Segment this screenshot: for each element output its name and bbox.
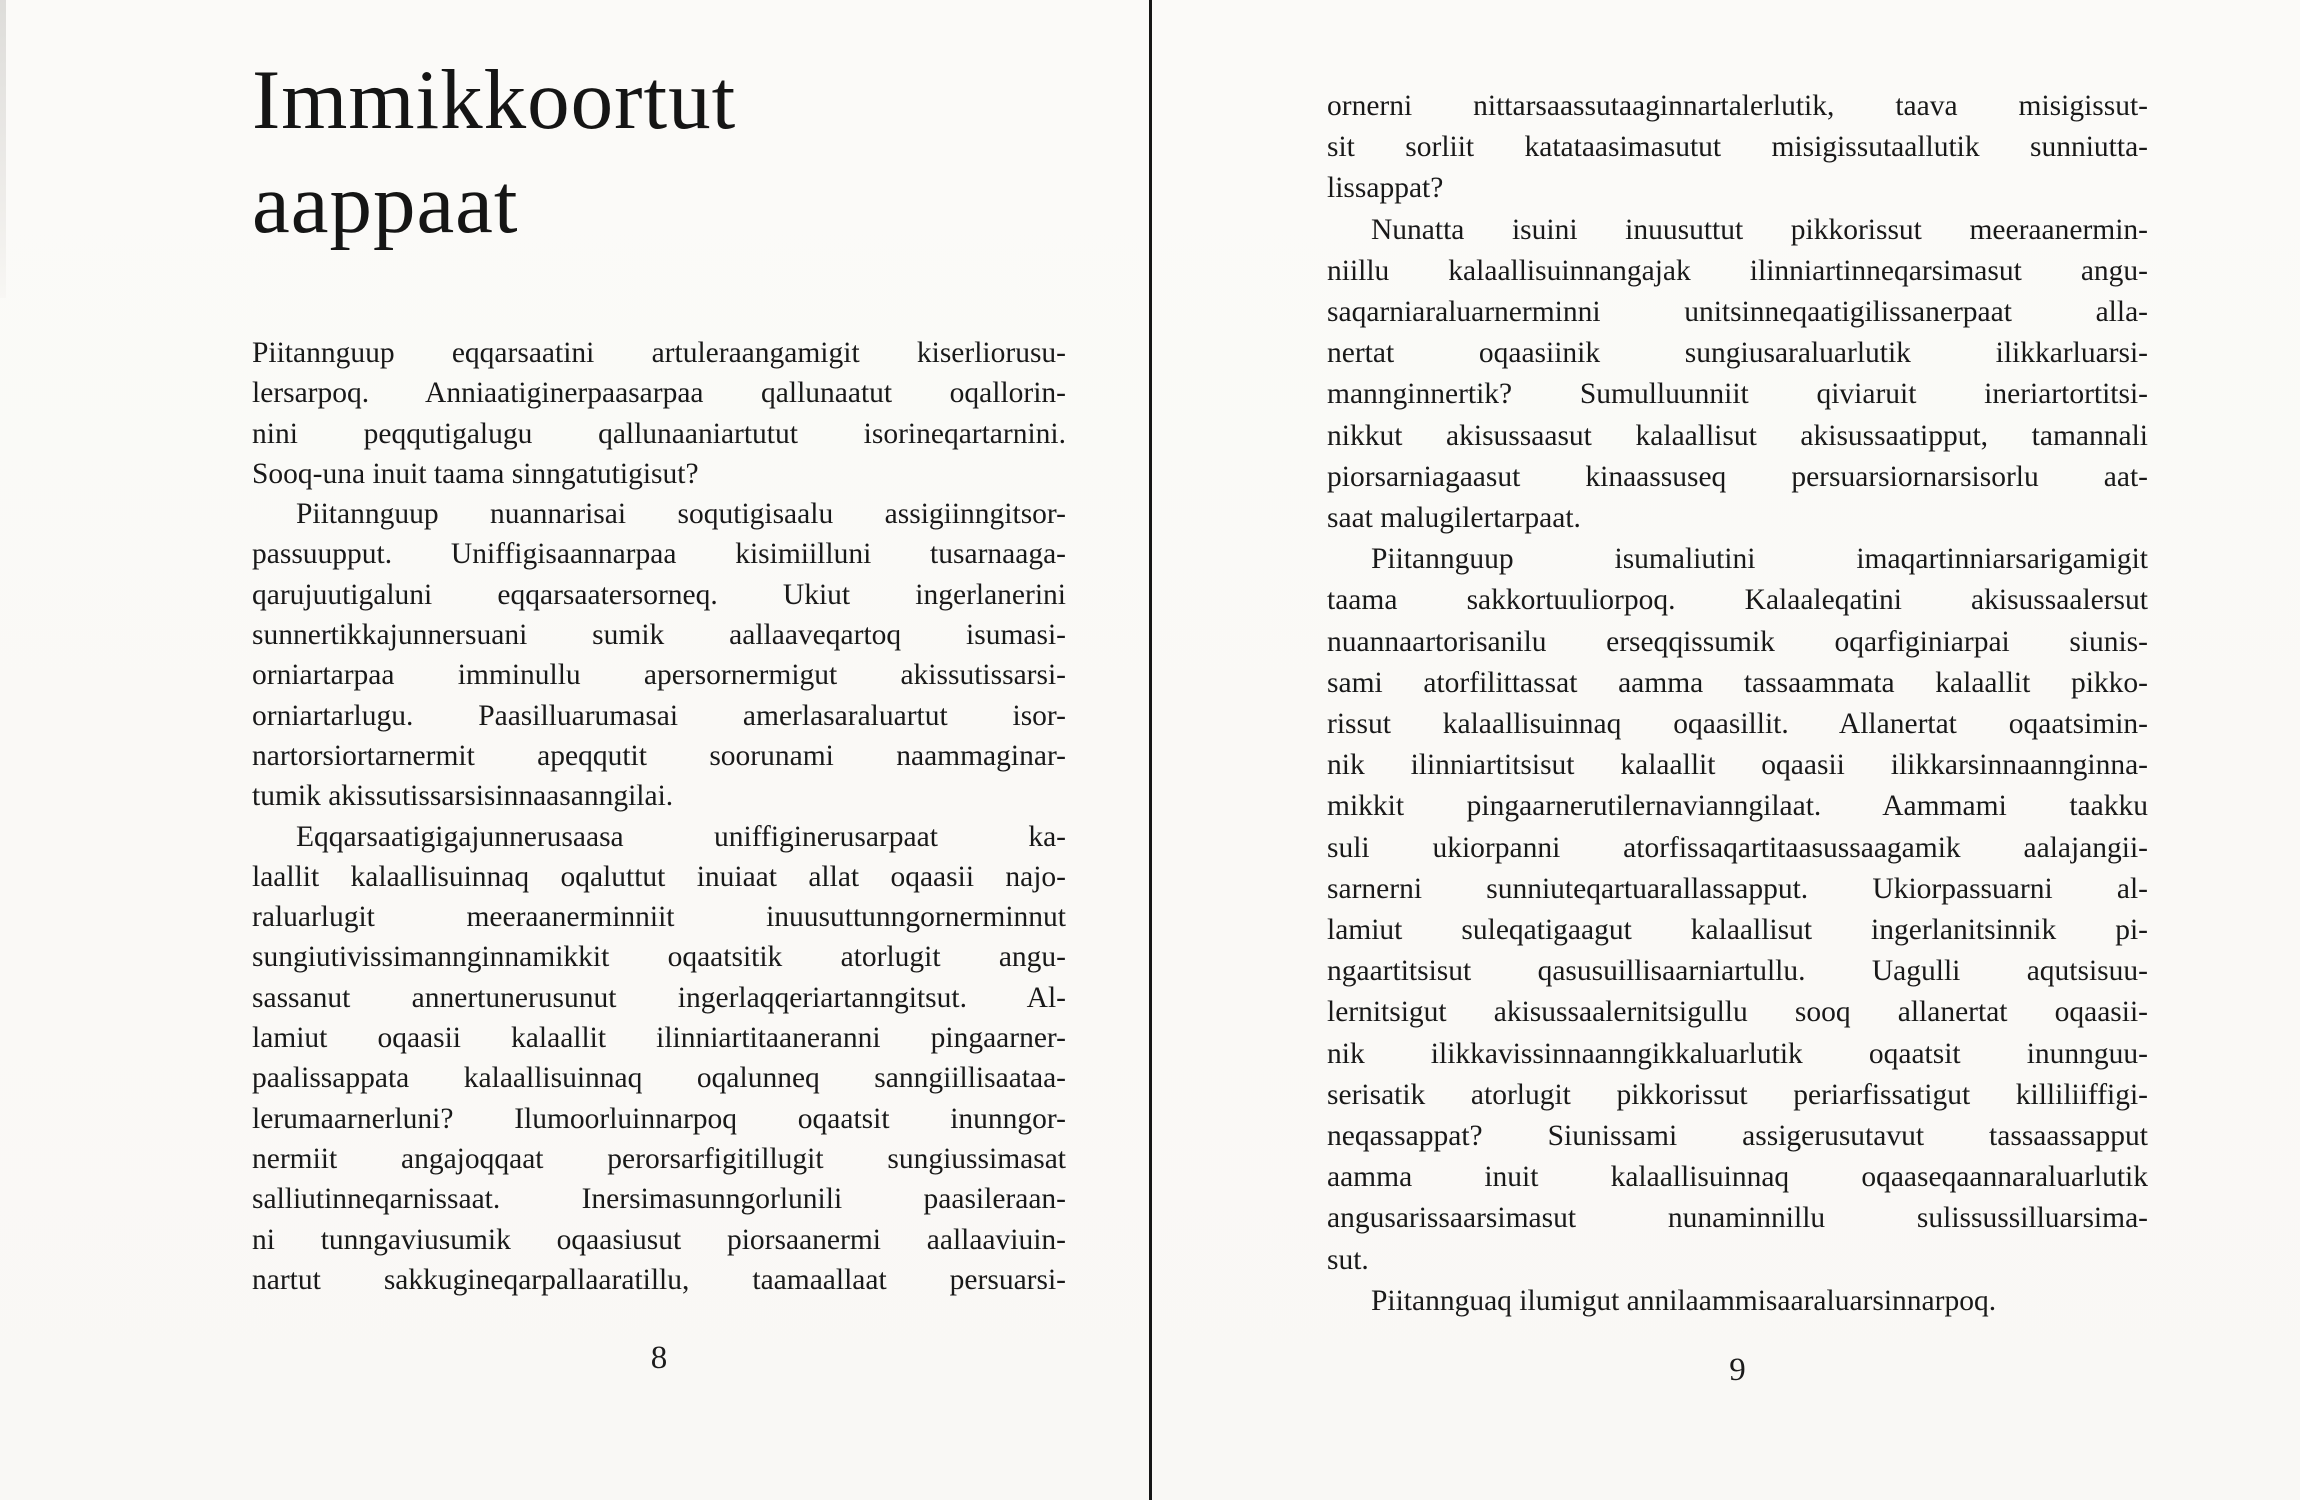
text-line: suli ukiorpanni atorfissaqartitaasussaagamik aalajangii-	[1327, 831, 2148, 864]
text-line: sungiutivissimannginnamikkit oqaatsitik atorlugit angu-	[252, 941, 1066, 974]
text-line: neqassappat? Siunissami assigerusutavut tassaassapput	[1327, 1120, 2148, 1153]
text-line: Nunatta isuini inuusuttut pikkorissut meeraanermin-	[1371, 213, 2148, 246]
text-line: sassanut annertunerusunut ingerlaqqeriartanngitsut. Al-	[252, 981, 1066, 1014]
text-line: nini peqqutigalugu qallunaaniartutut isorineqartarnini.	[252, 417, 1066, 450]
text-line: sunnertikkajunnersuani sumik aallaaveqartoq isumasi-	[252, 619, 1066, 652]
text-line: tumik akissutissarsisinnaasanngilai.	[252, 780, 674, 813]
text-line: nartorsiortarnermit apeqqutit soorunami naammaginar-	[252, 739, 1066, 772]
chapter-title-line2: aappaat	[252, 157, 519, 251]
text-line: lamiut suleqatigaagut kalaallisut ingerlanitsinnik pi-	[1327, 914, 2148, 947]
text-line: Sooq-una inuit taama sinngatutigisut?	[252, 457, 699, 490]
chapter-title	[252, 48, 1068, 256]
text-line: ornerni nittarsaassutaaginnartalerlutik, taava misigissut-	[1327, 90, 2148, 122]
text-line: orniartarpaa imminullu apersornermigut akissutissarsi-	[252, 659, 1066, 692]
text-line: Piitannguup eqqarsaatini artuleraangamigit kiserliorusu-	[252, 337, 1066, 369]
text-line: paalissappata kalaallisuinnaq oqalunneq sanngiillisaataa-	[252, 1062, 1066, 1095]
text-line: sit sorliit katataasimasutut misigissutaallutik sunniutta-	[1327, 131, 2148, 164]
text-line: lissappat?	[1327, 172, 1444, 205]
text-line: passuupput. Uniffigisaannarpaa kisimiilluni tusarnaaga-	[252, 538, 1066, 571]
left-page-body	[252, 333, 1066, 1300]
text-line: orniartarlugu. Paasilluarumasai amerlasaraluartut isor-	[252, 699, 1066, 732]
text-line: Eqqarsaatigigajunnerusaasa uniffiginerusarpaat ka-	[296, 820, 1066, 853]
text-line: rissut kalaallisuinnaq oqaasillit. Allanertat oqaatsimin-	[1327, 708, 2148, 741]
text-line: laallit kalaallisuinnaq oqaluttut inuiaat allat oqaasii najo-	[252, 860, 1066, 893]
right-page-body	[1327, 86, 2148, 1322]
text-line: mikkit pingaarnerutilernavianngilaat. Aammami taakku	[1327, 790, 2148, 823]
text-line: nik ilinniartitsisut kalaallit oqaasii ilikkarsinnaannginna-	[1327, 749, 2148, 782]
text-line: Piitannguup isumaliutini imaqartinniarsarigamigit	[1371, 543, 2148, 576]
text-line: sut.	[1327, 1243, 1369, 1276]
text-line: nuannaartorisanilu erseqqissumik oqarfiginiarpai siunis-	[1327, 625, 2148, 658]
text-line: angusarissaarsimasut nunaminnillu sulissussilluarsima-	[1327, 1202, 2148, 1235]
page-number-left: 8	[650, 1340, 668, 1376]
text-line: nartut sakkugineqarpallaaratillu, taamaallaat persuarsi-	[252, 1263, 1066, 1296]
text-line: qarujuutigaluni eqqarsaatersorneq. Ukiut ingerlanerini	[252, 578, 1066, 611]
text-line: niillu kalaallisuinnangajak ilinniartinneqarsimasut angu-	[1327, 254, 2148, 287]
text-line: taama sakkortuuliorpoq. Kalaaleqatini akisussaalersut	[1327, 584, 2148, 617]
text-line: saqarniaraluarnerminni unitsinneqaatigilissanerpaat alla-	[1327, 296, 2148, 329]
text-line: mannginnertik? Sumulluunniit qiviaruit ineriartortitsi-	[1327, 378, 2148, 411]
text-line: lamiut oqaasii kalaallit ilinniartitaaneranni pingaarner-	[252, 1022, 1066, 1055]
text-line: ngaartitsisut qasusuillisaarniartullu. Uagulli aqutsisuu-	[1327, 955, 2148, 988]
text-line: aamma inuit kalaallisuinnaq oqaaseqaannaraluarlutik	[1327, 1161, 2148, 1194]
text-line: nik ilikkavissinnaanngikkaluarlutik oqaatsit inunnguu-	[1327, 1037, 2148, 1070]
text-line: nertat oqaasiinik sungiusaraluarlutik ilikkarluarsi-	[1327, 337, 2148, 370]
text-line: sami atorfilittassat aamma tassaammata kalaallit pikko-	[1327, 666, 2148, 699]
text-line: lernitsigut akisussaalernitsigullu sooq allanertat oqaasii-	[1327, 996, 2148, 1029]
text-line: nikkut akisussaasut kalaallisut akisussaatipput, tamannali	[1327, 419, 2148, 452]
chapter-title-line1: Immikkoortut	[252, 53, 737, 147]
text-line: saat malugilertarpaat.	[1327, 502, 1581, 535]
text-line: piorsarniagaasut kinaassuseq persuarsiornarsisorlu aat-	[1327, 460, 2148, 493]
text-line: Piitannguup nuannarisai soqutigisaalu assigiinngitsor-	[296, 498, 1066, 531]
text-line: Piitannguaq ilumigut annilaammisaaraluarsinnarpoq.	[1371, 1284, 1997, 1317]
page-number-right: 9	[1729, 1352, 1746, 1388]
text-line: raluarlugit meeraanerminniit inuusuttunngornerminnut	[252, 901, 1066, 934]
text-line: sarnerni sunniuteqartuarallassapput. Ukiorpassuarni al-	[1327, 872, 2148, 905]
text-line: lersarpoq. Anniaatiginerpaasarpaa qallunaatut oqallorin-	[252, 377, 1066, 410]
text-line: nermiit angajoqqaat perorsarfigitillugit sungiussimasat	[252, 1142, 1066, 1175]
text-line: lerumaarnerluni? Ilumoorluinnarpoq oqaatsit inunngor-	[252, 1102, 1066, 1135]
text-line: serisatik atorlugit pikkorissut periarfissatigut killiliiffigi-	[1327, 1078, 2148, 1111]
text-line: salliutinneqarnissaat. Inersimasunngorlunili paasileraan-	[252, 1183, 1066, 1216]
text-line: ni tunngaviusumik oqaasiusut piorsaanermi aallaaviuin-	[252, 1223, 1066, 1256]
